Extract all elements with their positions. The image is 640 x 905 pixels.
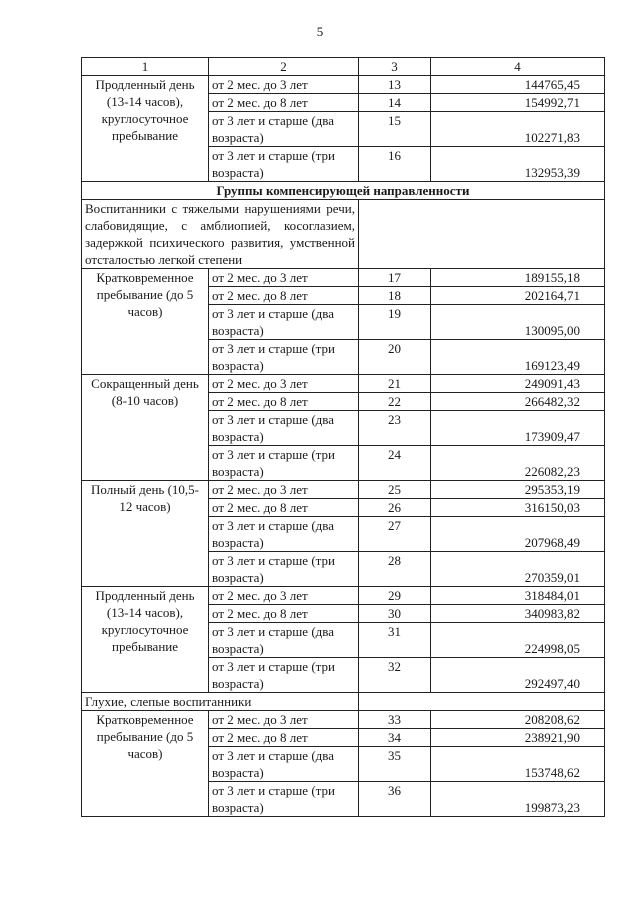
- amount-cell: 266482,32: [431, 393, 605, 411]
- age-cell: от 2 мес. до 3 лет: [209, 269, 359, 287]
- row-number-cell: 18: [359, 287, 431, 305]
- amount-cell: 340983,82: [431, 605, 605, 623]
- empty-cell: [359, 693, 605, 711]
- row-number-cell: 27: [359, 517, 431, 552]
- age-cell: от 3 лет и старше (два возраста): [209, 623, 359, 658]
- table-row: [82, 587, 605, 605]
- age-cell: от 2 мес. до 3 лет: [209, 587, 359, 605]
- row-number-cell: 28: [359, 552, 431, 587]
- amount-cell: 249091,43: [431, 375, 605, 393]
- row-number-cell: 23: [359, 411, 431, 446]
- age-cell: от 3 лет и старше (два возраста): [209, 112, 359, 147]
- age-cell: от 3 лет и старше (два возраста): [209, 411, 359, 446]
- row-number-cell: 21: [359, 375, 431, 393]
- age-cell: от 2 мес. до 8 лет: [209, 605, 359, 623]
- table-row: [82, 269, 605, 287]
- group-label: Кратковременное пребывание (до 5 часов): [82, 269, 209, 375]
- amount-cell: 189155,18: [431, 269, 605, 287]
- row-number-cell: 26: [359, 499, 431, 517]
- age-cell: от 3 лет и старше (три возраста): [209, 147, 359, 182]
- header-cell-3: 3: [359, 58, 431, 76]
- amount-cell: 202164,71: [431, 287, 605, 305]
- row-number-cell: 31: [359, 623, 431, 658]
- row-number-cell: 15: [359, 112, 431, 147]
- row-number-cell: 24: [359, 446, 431, 481]
- group-label: Продленный день (13-14 часов), круглосуточное пребывание: [82, 587, 209, 693]
- row-number-cell: 30: [359, 605, 431, 623]
- age-cell: от 2 мес. до 8 лет: [209, 287, 359, 305]
- table-row: [82, 375, 605, 393]
- amount-cell: 224998,05: [431, 623, 605, 658]
- row-number-cell: 36: [359, 782, 431, 817]
- table-row: [82, 76, 605, 94]
- age-cell: от 3 лет и старше (три возраста): [209, 552, 359, 587]
- row-number-cell: 34: [359, 729, 431, 747]
- amount-cell: 270359,01: [431, 552, 605, 587]
- age-cell: от 2 мес. до 8 лет: [209, 499, 359, 517]
- amount-cell: 226082,23: [431, 446, 605, 481]
- table-row: [82, 711, 605, 729]
- age-cell: от 3 лет и старше (три возраста): [209, 658, 359, 693]
- category-row: [82, 200, 605, 269]
- row-number-cell: 25: [359, 481, 431, 499]
- row-number-cell: 17: [359, 269, 431, 287]
- age-cell: от 3 лет и старше (три возраста): [209, 340, 359, 375]
- header-cell-1: 1: [82, 58, 209, 76]
- row-number-cell: 33: [359, 711, 431, 729]
- row-number-cell: 16: [359, 147, 431, 182]
- amount-cell: 169123,49: [431, 340, 605, 375]
- table-row: [82, 481, 605, 499]
- group-label: Продленный день (13-14 часов), круглосуточное пребывание: [82, 76, 209, 182]
- age-cell: от 3 лет и старше (два возраста): [209, 517, 359, 552]
- header-cell-2: 2: [209, 58, 359, 76]
- age-cell: от 3 лет и старше (два возраста): [209, 305, 359, 340]
- row-number-cell: 19: [359, 305, 431, 340]
- amount-cell: 199873,23: [431, 782, 605, 817]
- age-cell: от 2 мес. до 3 лет: [209, 711, 359, 729]
- amount-cell: 318484,01: [431, 587, 605, 605]
- category-row: [82, 693, 605, 711]
- category-description: Глухие, слепые воспитанники: [82, 693, 359, 711]
- amount-cell: 154992,71: [431, 94, 605, 112]
- amount-cell: 292497,40: [431, 658, 605, 693]
- section-row: [82, 182, 605, 200]
- row-number-cell: 13: [359, 76, 431, 94]
- age-cell: от 2 мес. до 8 лет: [209, 729, 359, 747]
- age-cell: от 2 мес. до 8 лет: [209, 393, 359, 411]
- row-number-cell: 32: [359, 658, 431, 693]
- amount-cell: 316150,03: [431, 499, 605, 517]
- group-label: Кратковременное пребывание (до 5 часов): [82, 711, 209, 817]
- group-label: Сокращенный день (8-10 часов): [82, 375, 209, 481]
- page-number: 5: [316, 24, 324, 39]
- row-number-cell: 29: [359, 587, 431, 605]
- amount-cell: 295353,19: [431, 481, 605, 499]
- age-cell: от 3 лет и старше (три возраста): [209, 782, 359, 817]
- row-number-cell: 14: [359, 94, 431, 112]
- amount-cell: 144765,45: [431, 76, 605, 94]
- amount-cell: 208208,62: [431, 711, 605, 729]
- amount-cell: 173909,47: [431, 411, 605, 446]
- age-cell: от 2 мес. до 3 лет: [209, 481, 359, 499]
- amount-cell: 102271,83: [431, 112, 605, 147]
- group-label: Полный день (10,5-12 часов): [82, 481, 209, 587]
- header-row: [82, 58, 605, 76]
- amount-cell: 130095,00: [431, 305, 605, 340]
- amount-cell: 207968,49: [431, 517, 605, 552]
- row-number-cell: 35: [359, 747, 431, 782]
- row-number-cell: 22: [359, 393, 431, 411]
- row-number-cell: 20: [359, 340, 431, 375]
- category-description: Воспитанники с тяжелыми нарушениями речи, слабовидящие, с амблиопией, косоглазием, задержкой психического развития, умственной отсталостью легкой степени: [82, 200, 359, 269]
- age-cell: от 3 лет и старше (два возраста): [209, 747, 359, 782]
- age-cell: от 3 лет и старше (три возраста): [209, 446, 359, 481]
- age-cell: от 2 мес. до 3 лет: [209, 76, 359, 94]
- empty-cell: [359, 200, 605, 269]
- age-cell: от 2 мес. до 3 лет: [209, 375, 359, 393]
- amount-cell: 153748,62: [431, 747, 605, 782]
- header-cell-4: 4: [431, 58, 605, 76]
- amount-cell: 238921,90: [431, 729, 605, 747]
- tariff-table: [81, 57, 605, 817]
- section-title: Группы компенсирующей направленности: [82, 182, 605, 200]
- age-cell: от 2 мес. до 8 лет: [209, 94, 359, 112]
- amount-cell: 132953,39: [431, 147, 605, 182]
